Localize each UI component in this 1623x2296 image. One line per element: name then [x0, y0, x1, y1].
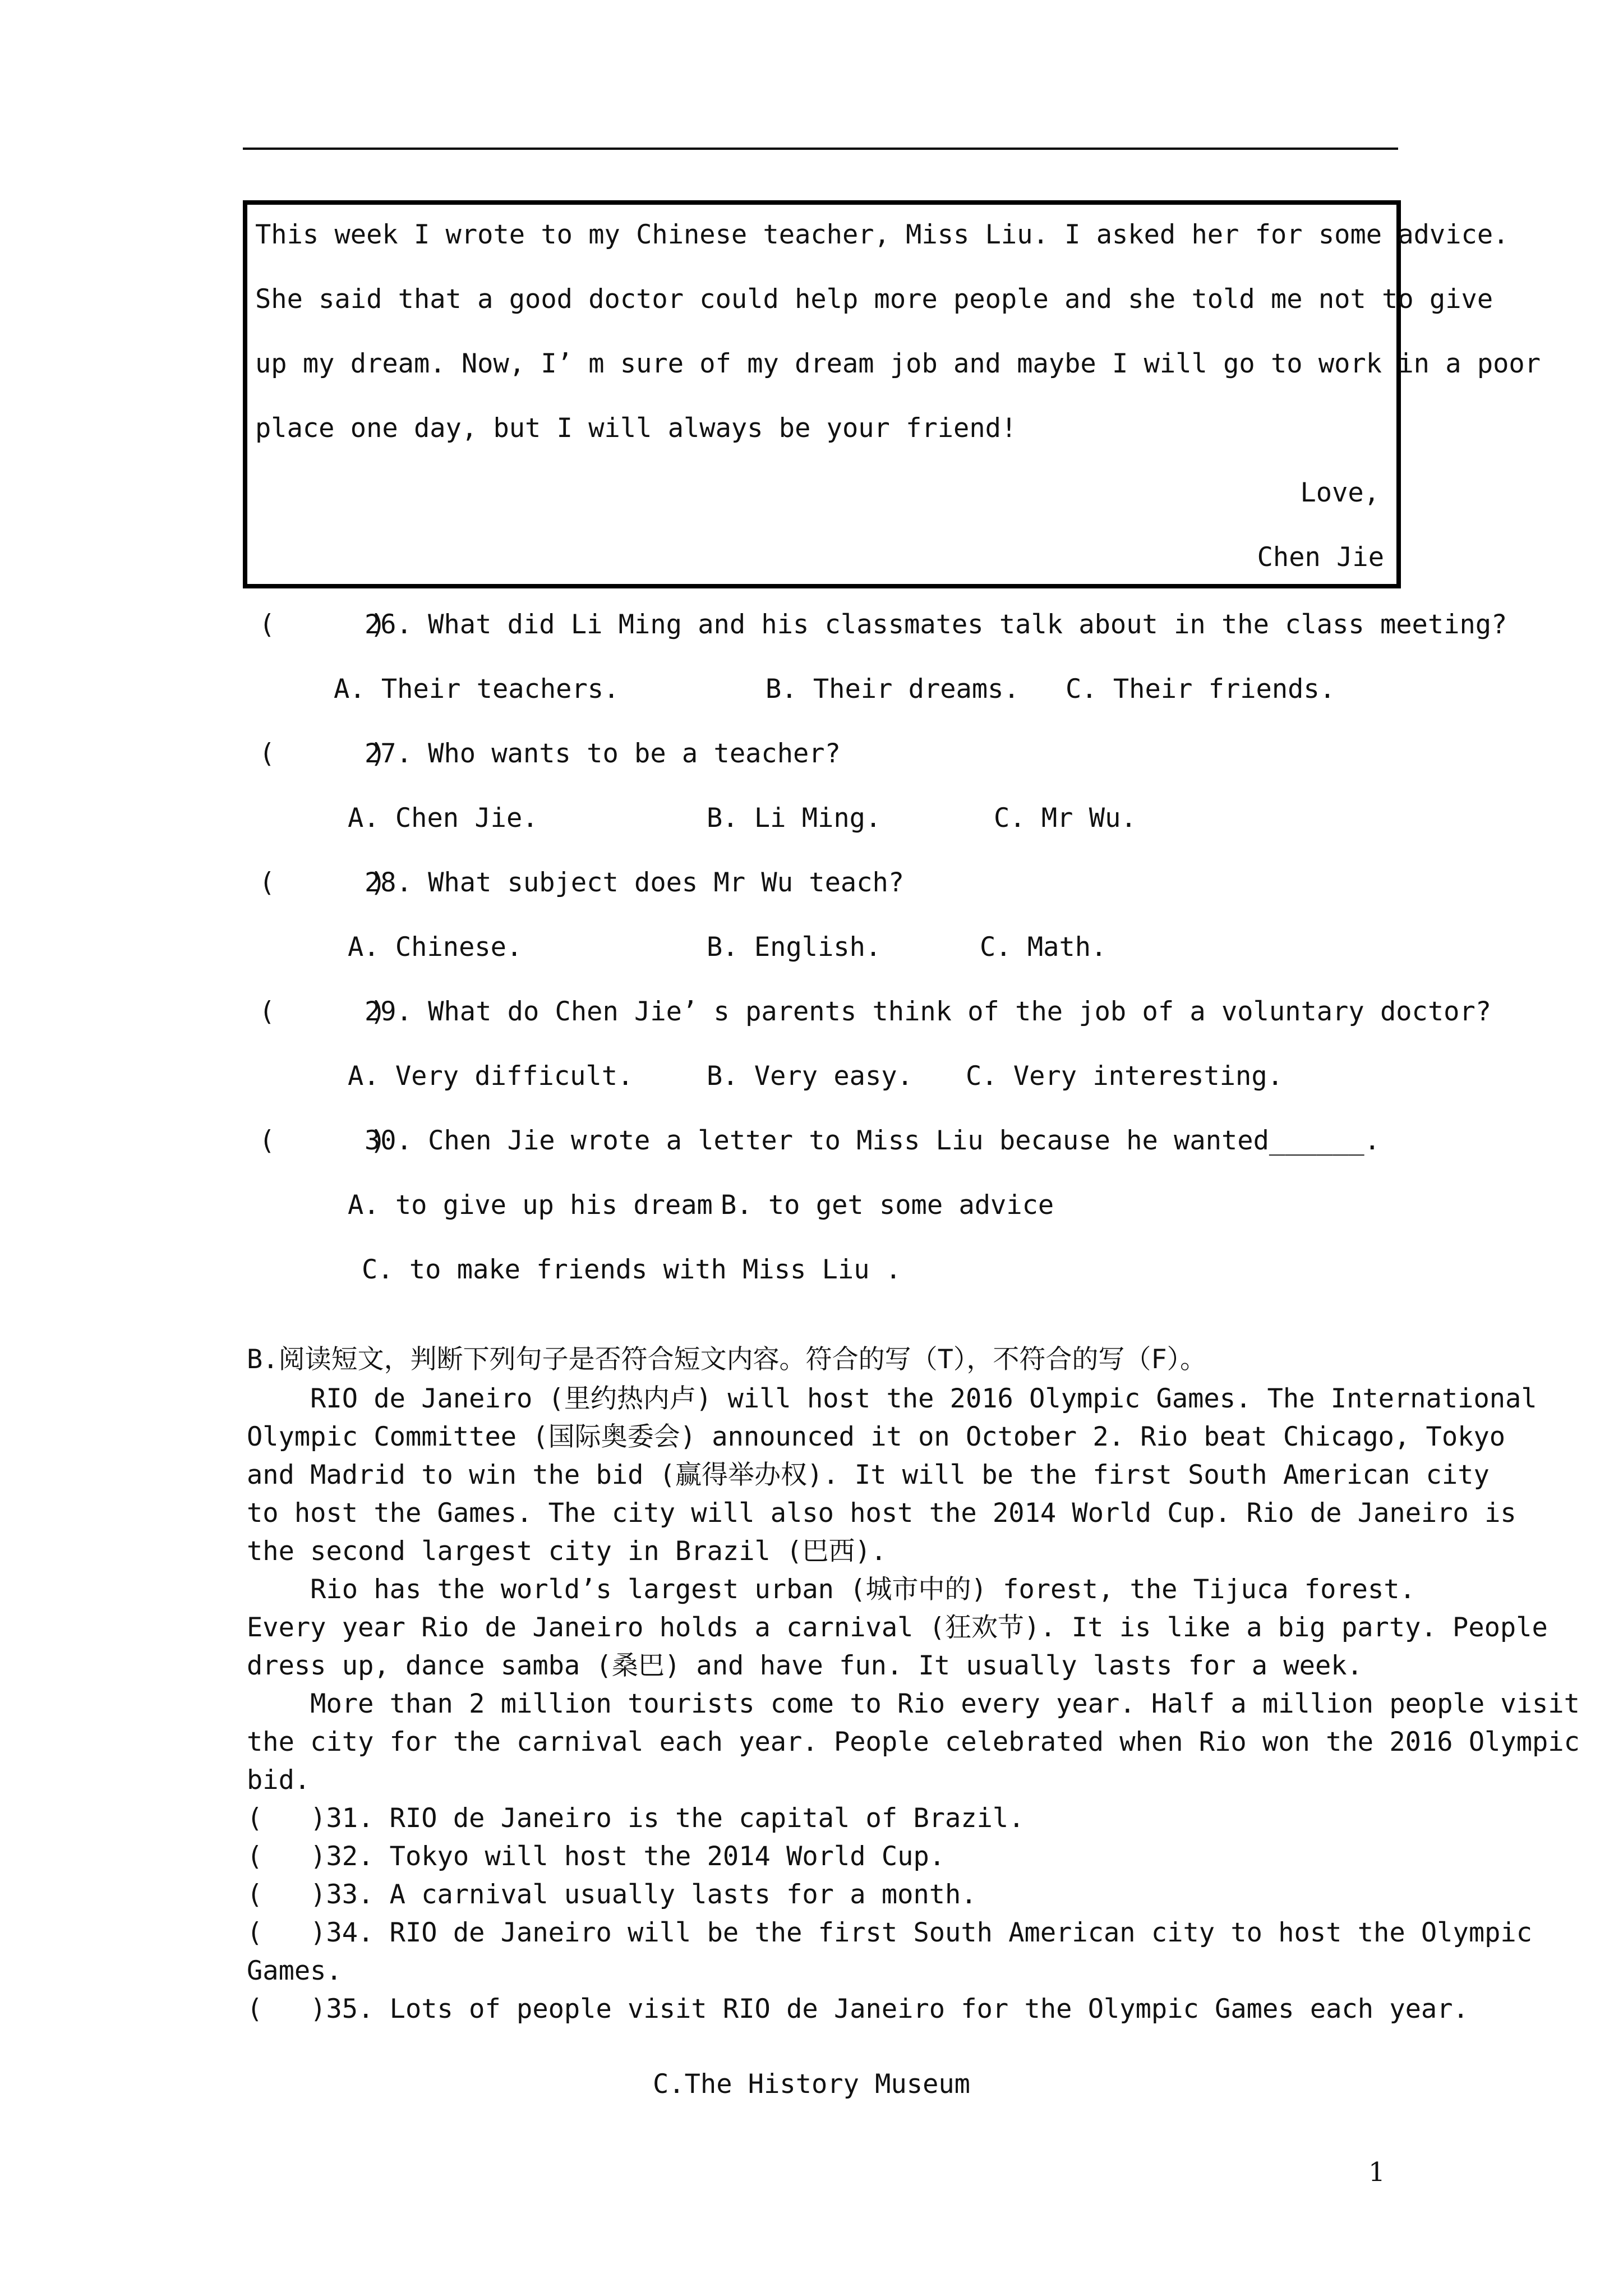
passage-line-7: Every year Rio de Janeiro holds a carnival (狂欢节). It is like a big party. People [247, 1612, 1548, 1643]
question-30: 30. Chen Jie wrote a letter to Miss Liu because he wanted______. [365, 1125, 1380, 1156]
answer-paren-27: ( ) [259, 738, 386, 769]
passage-line-11: bid. [247, 1765, 311, 1796]
question-27: 27. Who wants to be a teacher? [365, 738, 841, 769]
option-29b: B. Very easy. [707, 1061, 913, 1092]
statement-34-cont: Games. [247, 1955, 342, 1986]
option-27c: C. Mr Wu. [994, 803, 1137, 834]
letter-line-2: She said that a good doctor could help more people and she told me not to give [255, 284, 1493, 315]
passage-line-2: Olympic Committee (国际奥委会) announced it on October 2. Rio beat Chicago, Tokyo [247, 1421, 1506, 1452]
option-30c: C. to make friends with Miss Liu . [362, 1254, 902, 1285]
passage-line-8: dress up, dance samba (桑巴) and have fun. It usually lasts for a week. [247, 1650, 1363, 1681]
statement-34: ( )34. RIO de Janeiro will be the first South American city to host the Olympic [247, 1917, 1533, 1948]
section-b-heading: B.阅读短文，判断下列句子是否符合短文内容。符合的写（T），不符合的写（F）。 [247, 1344, 1207, 1375]
passage-line-4: to host the Games. The city will also host the 2014 World Cup. Rio de Janeiro is [247, 1498, 1516, 1529]
passage-line-10: the city for the carnival each year. People celebrated when Rio won the 2016 Olympic [247, 1727, 1580, 1757]
passage-line-6: Rio has the world’s largest urban (城市中的) forest, the Tijuca forest. [247, 1574, 1415, 1605]
option-30b: B. to get some advice [721, 1190, 1054, 1221]
letter-closing: Love, [1300, 477, 1380, 508]
question-29: 29. What do Chen Jie’ s parents think of the job of a voluntary doctor? [365, 996, 1492, 1027]
letter-line-1: This week I wrote to my Chinese teacher, Miss Liu. I asked her for some advice. [255, 219, 1509, 250]
passage-line-9: More than 2 million tourists come to Rio every year. Half a million people visit [247, 1688, 1580, 1719]
passage-line-5: the second largest city in Brazil (巴西). [247, 1536, 887, 1567]
question-26: 26. What did Li Ming and his classmates talk about in the class meeting? [365, 609, 1507, 640]
answer-paren-29: ( ) [259, 996, 386, 1027]
letter-line-4: place one day, but I will always be your friend! [255, 413, 1017, 444]
statement-32: ( )32. Tokyo will host the 2014 World Cup. [247, 1841, 946, 1872]
section-c-heading: C.The History Museum [653, 2069, 970, 2100]
option-30a: A. to give up his dream [348, 1190, 713, 1221]
answer-paren-26: ( ) [259, 609, 386, 640]
question-28: 28. What subject does Mr Wu teach? [365, 867, 905, 898]
statement-35: ( )35. Lots of people visit RIO de Janeiro for the Olympic Games each year. [247, 1994, 1469, 2024]
passage-line-3: and Madrid to win the bid (赢得举办权). It will be the first South American city [247, 1460, 1490, 1490]
option-26a: A. Their teachers. [334, 674, 620, 705]
letter-signature: Chen Jie [1257, 542, 1384, 573]
passage-line-1: RIO de Janeiro (里约热内卢) will host the 2016 Olympic Games. The International [247, 1383, 1537, 1414]
option-27b: B. Li Ming. [707, 803, 882, 834]
option-26c: C. Their friends. [1066, 674, 1336, 705]
answer-paren-28: ( ) [259, 867, 386, 898]
option-29a: A. Very difficult. [348, 1061, 634, 1092]
option-26b: B. Their dreams. [766, 674, 1020, 705]
option-29c: C. Very interesting. [966, 1061, 1283, 1092]
letter-line-3: up my dream. Now, I’ m sure of my dream job and maybe I will go to work in a poor [255, 348, 1541, 379]
option-28c: C. Math. [980, 932, 1107, 963]
option-28b: B. English. [707, 932, 882, 963]
option-28a: A. Chinese. [348, 932, 523, 963]
letter-box [243, 200, 1401, 588]
statement-31: ( )31. RIO de Janeiro is the capital of Brazil. [247, 1803, 1025, 1834]
answer-paren-30: ( ) [259, 1125, 386, 1156]
page-number: 1 [1368, 2157, 1385, 2188]
statement-33: ( )33. A carnival usually lasts for a month. [247, 1879, 977, 1910]
option-27a: A. Chen Jie. [348, 803, 538, 834]
header-rule [243, 148, 1398, 150]
